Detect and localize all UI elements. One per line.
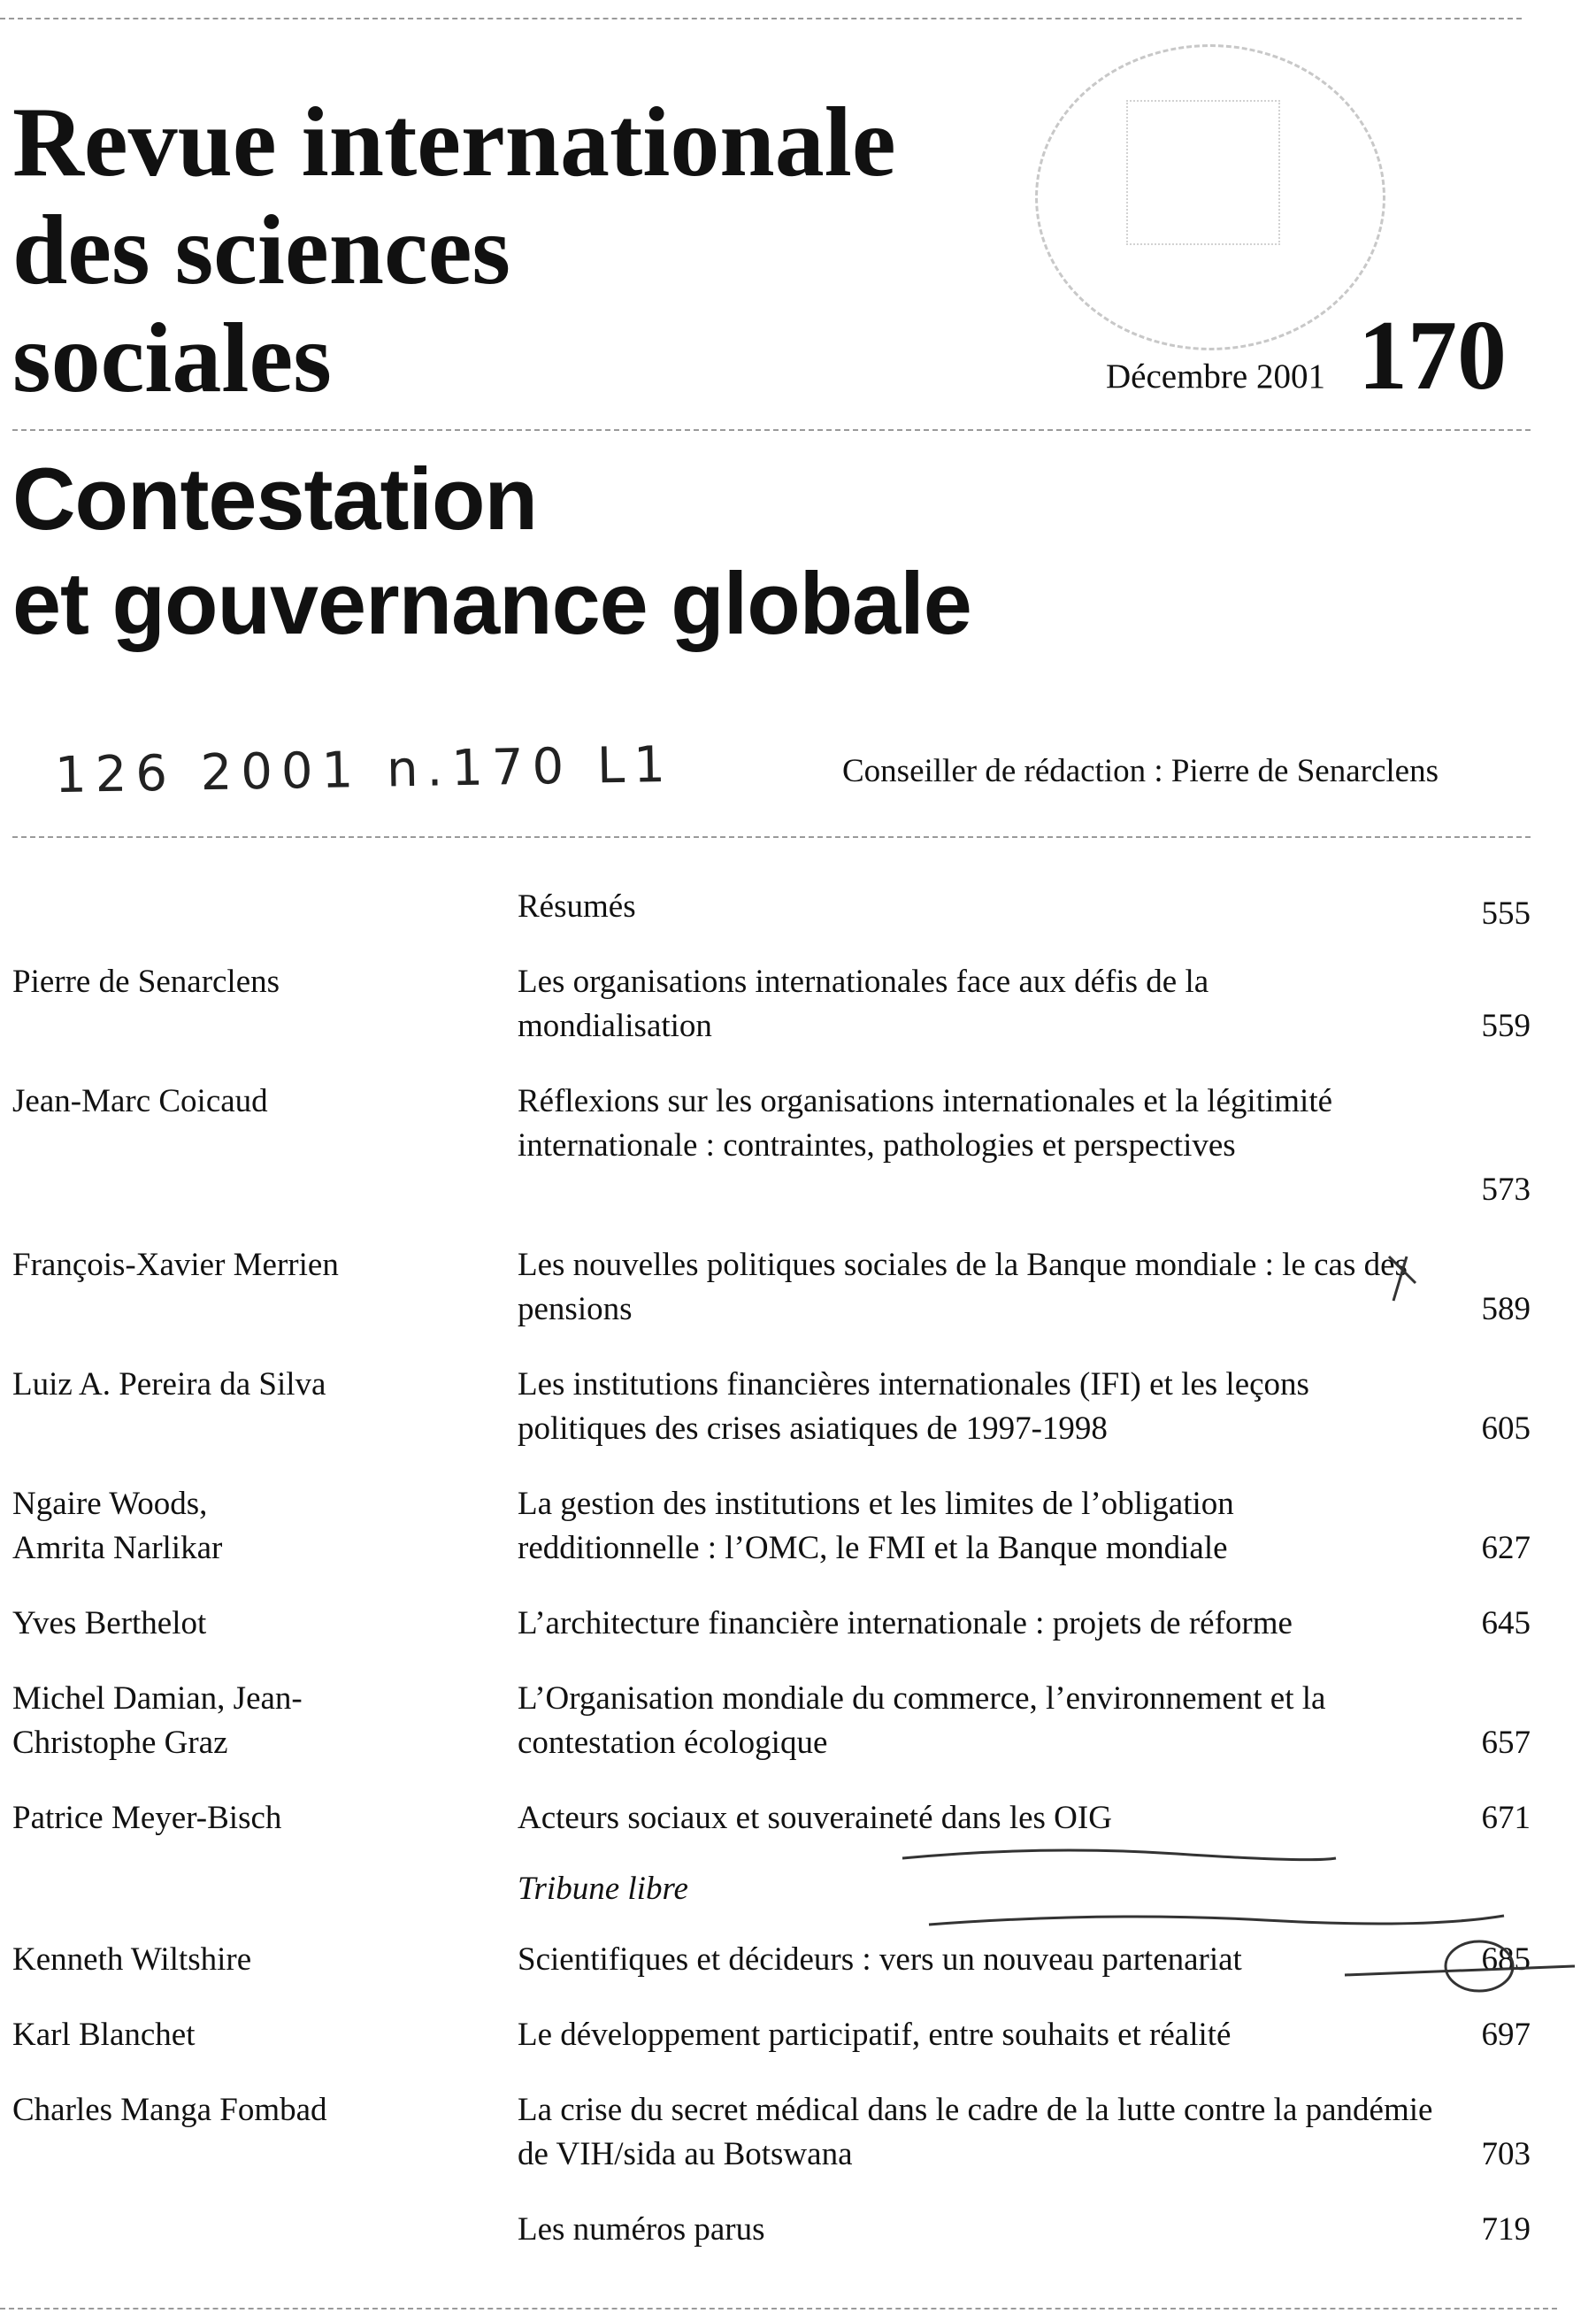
journal-title-line3: sociales: [12, 304, 332, 413]
toc-title: La gestion des institutions et les limites de l’obligation redditionnelle : l’OMC, le FMI et la Banque mondiale: [518, 1486, 1234, 1566]
toc-title: La crise du secret médical dans le cadre de la lutte contre la pandémie de VIH/sida au Botswana: [518, 2092, 1433, 2172]
toc-author: Ngaire Woods, Amrita Narlikar: [12, 1486, 223, 1566]
toc-page: 703: [1481, 2136, 1531, 2172]
theme-title-line2: et gouvernance globale: [12, 554, 971, 652]
bottom-rule: [0, 2308, 1557, 2309]
toc-page: 627: [1481, 1530, 1531, 1566]
toc-title: L’Organisation mondiale du commerce, l’environnement et la contestation écologique: [518, 1680, 1326, 1761]
toc-author: Luiz A. Pereira da Silva: [12, 1366, 326, 1403]
toc-author: Charles Manga Fombad: [12, 2092, 327, 2128]
toc-title: L’architecture financière internationale : projets de réforme: [518, 1605, 1293, 1641]
issue-number: 170: [1358, 301, 1507, 411]
toc-page: 555: [1481, 895, 1531, 932]
toc-page: 559: [1481, 1008, 1531, 1044]
journal-title-line1: Revue internationale: [12, 88, 896, 197]
toc-page: 657: [1481, 1725, 1531, 1761]
toc-title: Les numéros parus: [518, 2211, 765, 2248]
toc-title: Le développement participatif, entre souhaits et réalité: [518, 2017, 1232, 2053]
journal-title-line2: des sciences: [12, 196, 511, 305]
toc-page: 605: [1481, 1410, 1531, 1447]
toc-author: Jean-Marc Coicaud: [12, 1083, 268, 1119]
handwritten-reference: 126 2001 n.170 L1: [54, 735, 675, 805]
toc-author: François-Xavier Merrien: [12, 1247, 339, 1283]
toc-page: 573: [1481, 1172, 1531, 1208]
toc-title: Acteurs sociaux et souveraineté dans les OIG: [518, 1800, 1112, 1836]
toc-author: Yves Berthelot: [12, 1605, 207, 1641]
toc-title: Les institutions financières internationales (IFI) et les leçons politiques des crises asiatiques de 1997-1998: [518, 1366, 1309, 1447]
toc-author: Michel Damian, Jean-Christophe Graz: [12, 1680, 303, 1761]
toc-author: Kenneth Wiltshire: [12, 1941, 252, 1978]
toc-author: Pierre de Senarclens: [12, 964, 280, 1000]
toc-title: Les nouvelles politiques sociales de la Banque mondiale : le cas des pensions: [518, 1247, 1408, 1327]
toc-title: Réflexions sur les organisations internationales et la légitimité internationale : contraintes, pathologies et perspectives: [518, 1083, 1333, 1164]
toc-page: 685: [1481, 1941, 1531, 1978]
issue-date: Décembre 2001: [1106, 357, 1325, 396]
theme-title-line1: Contestation: [12, 450, 537, 548]
toc-page: 589: [1481, 1291, 1531, 1327]
toc-page: 697: [1481, 2017, 1531, 2053]
toc-page: 671: [1481, 1800, 1531, 1836]
toc-title: Les organisations internationales face aux défis de la mondialisation: [518, 964, 1209, 1044]
toc-author: Patrice Meyer-Bisch: [12, 1800, 282, 1836]
toc-page: 719: [1481, 2211, 1531, 2248]
toc-page: 645: [1481, 1605, 1531, 1641]
toc-title: Résumés: [518, 888, 636, 925]
editor-credit: Conseiller de rédaction : Pierre de Senarclens: [842, 753, 1439, 789]
toc-title: Scientifiques et décideurs : vers un nouveau partenariat: [518, 1941, 1242, 1978]
toc-author: Karl Blanchet: [12, 2017, 196, 2053]
toc-section-heading: Tribune libre: [518, 1871, 688, 1907]
